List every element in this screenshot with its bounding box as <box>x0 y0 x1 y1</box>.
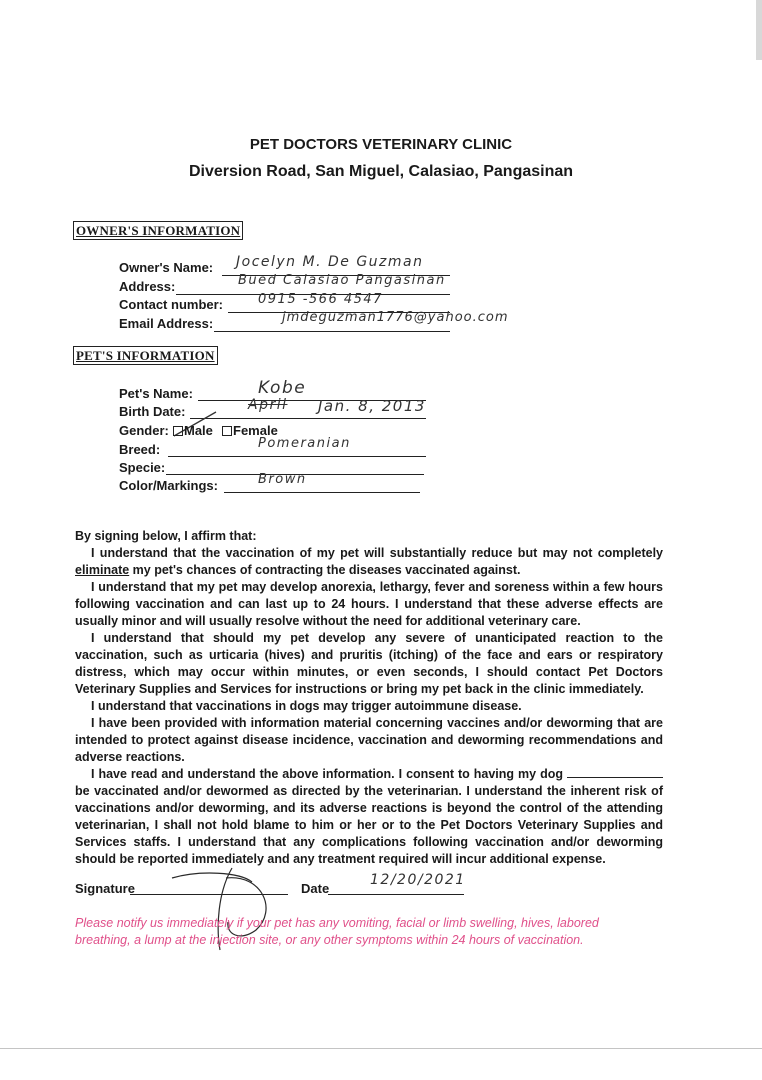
signature-label: Signature <box>75 881 135 896</box>
male-label: Male <box>184 423 213 438</box>
breed-label: Breed: <box>119 442 161 457</box>
breed-value[interactable]: Pomeranian <box>258 436 351 451</box>
email-value[interactable]: jmdeguzman1776@yahoo.com <box>282 310 509 325</box>
consent-body <box>75 545 663 868</box>
female-checkbox[interactable] <box>222 426 232 436</box>
consent-intro: By signing below, I affirm that: <box>75 529 257 543</box>
birth-date-crossed: April <box>248 397 288 413</box>
scan-edge-right <box>756 0 762 60</box>
address-value[interactable]: Bued Calasiao Pangasinan <box>238 273 446 288</box>
consent-paragraph-1: I understand that the vaccination of my pet will substantially reduce but may not completely eliminate my pet's chances of contracting the diseases vaccinated against. <box>75 546 663 577</box>
consent-paragraph-2: I understand that my pet may develop anorexia, lethargy, fever and soreness within a few hours following vaccination and can last up to 24 hours. I understand that these adverse effects are usually minor and will usually resolve without the need for additional veterinary care. <box>75 580 663 628</box>
birth-date-label: Birth Date: <box>119 404 186 419</box>
consent-paragraph-3: I understand that should my pet develop any severe of unanticipated reaction to the vaccination, such as urticaria (hives) and pruritis (itching) of the face and ears or respiratory distress, which may occur within minutes, or even seconds, I should contact Pet Doctors Veterinary Supplies and Services for instructions or bring my pet back in the clinic immediately. <box>75 631 663 696</box>
color-markings-label: Color/Markings: <box>119 478 218 493</box>
birth-date-value[interactable]: Jan. 8, 2013 <box>318 397 426 415</box>
date-label: Date <box>301 881 330 896</box>
pet-section-heading: PET'S INFORMATION <box>73 346 218 365</box>
consent-paragraph-5: I have been provided with information material concerning vaccines and/or deworming that are intended to protect against disease incidence, vaccination and deworming recommendations and adverse reactions. <box>75 716 663 764</box>
contact-value[interactable]: 0915 -566 4547 <box>258 292 383 307</box>
owner-name-label: Owner's Name: <box>119 260 214 275</box>
owner-section-heading: OWNER'S INFORMATION <box>73 221 243 240</box>
consent-paragraph-6: I have read and understand the above information. I consent to having my dog be vaccinated and/or dewormed as directed by the veterinarian. I understand the inherent risk of vaccinations and/or deworming, and its adverse reactions is beyond the control of the attending veterinarian, I shall not hold blame to him or her or to the Pet Doctors Veterinary Supplies and Services staffs. I understand that any complications following vaccination and/or deworming should be reported immediately and any treatment required will incur additional expense. <box>75 767 663 866</box>
pet-name-label: Pet's Name: <box>119 386 193 401</box>
date-line <box>328 894 464 895</box>
male-checkbox[interactable] <box>173 426 183 436</box>
specie-label: Specie: <box>119 460 166 475</box>
email-label: Email Address: <box>119 316 214 331</box>
pet-name-value[interactable]: Kobe <box>258 378 307 398</box>
color-markings-line <box>224 492 420 493</box>
breed-line <box>168 456 426 457</box>
color-markings-value[interactable]: Brown <box>258 472 307 487</box>
address-label: Address: <box>119 279 176 294</box>
gender-label: Gender: <box>119 423 169 438</box>
post-vaccination-notice: Please notify us immediately if your pet has any vomiting, facial or limb swelling, hives, labored breathing, a lump at the injection site, or any other symptoms within 24 hours of vaccination. <box>75 916 599 947</box>
owner-name-value[interactable]: Jocelyn M. De Guzman <box>236 254 424 270</box>
scan-edge-bottom <box>0 1048 762 1049</box>
date-value[interactable]: 12/20/2021 <box>370 872 466 888</box>
clinic-name: PET DOCTORS VETERINARY CLINIC <box>249 136 513 153</box>
clinic-address: Diversion Road, San Miguel, Calasiao, Pangasinan <box>188 163 574 180</box>
dog-name-line[interactable] <box>567 767 663 778</box>
email-line <box>214 331 450 332</box>
birth-date-line <box>190 418 426 419</box>
female-label: Female <box>233 423 278 438</box>
eliminate-underlined: eliminate <box>75 563 130 577</box>
contact-label: Contact number: <box>119 297 223 312</box>
consent-paragraph-4: I understand that vaccinations in dogs may trigger autoimmune disease. <box>91 699 522 713</box>
